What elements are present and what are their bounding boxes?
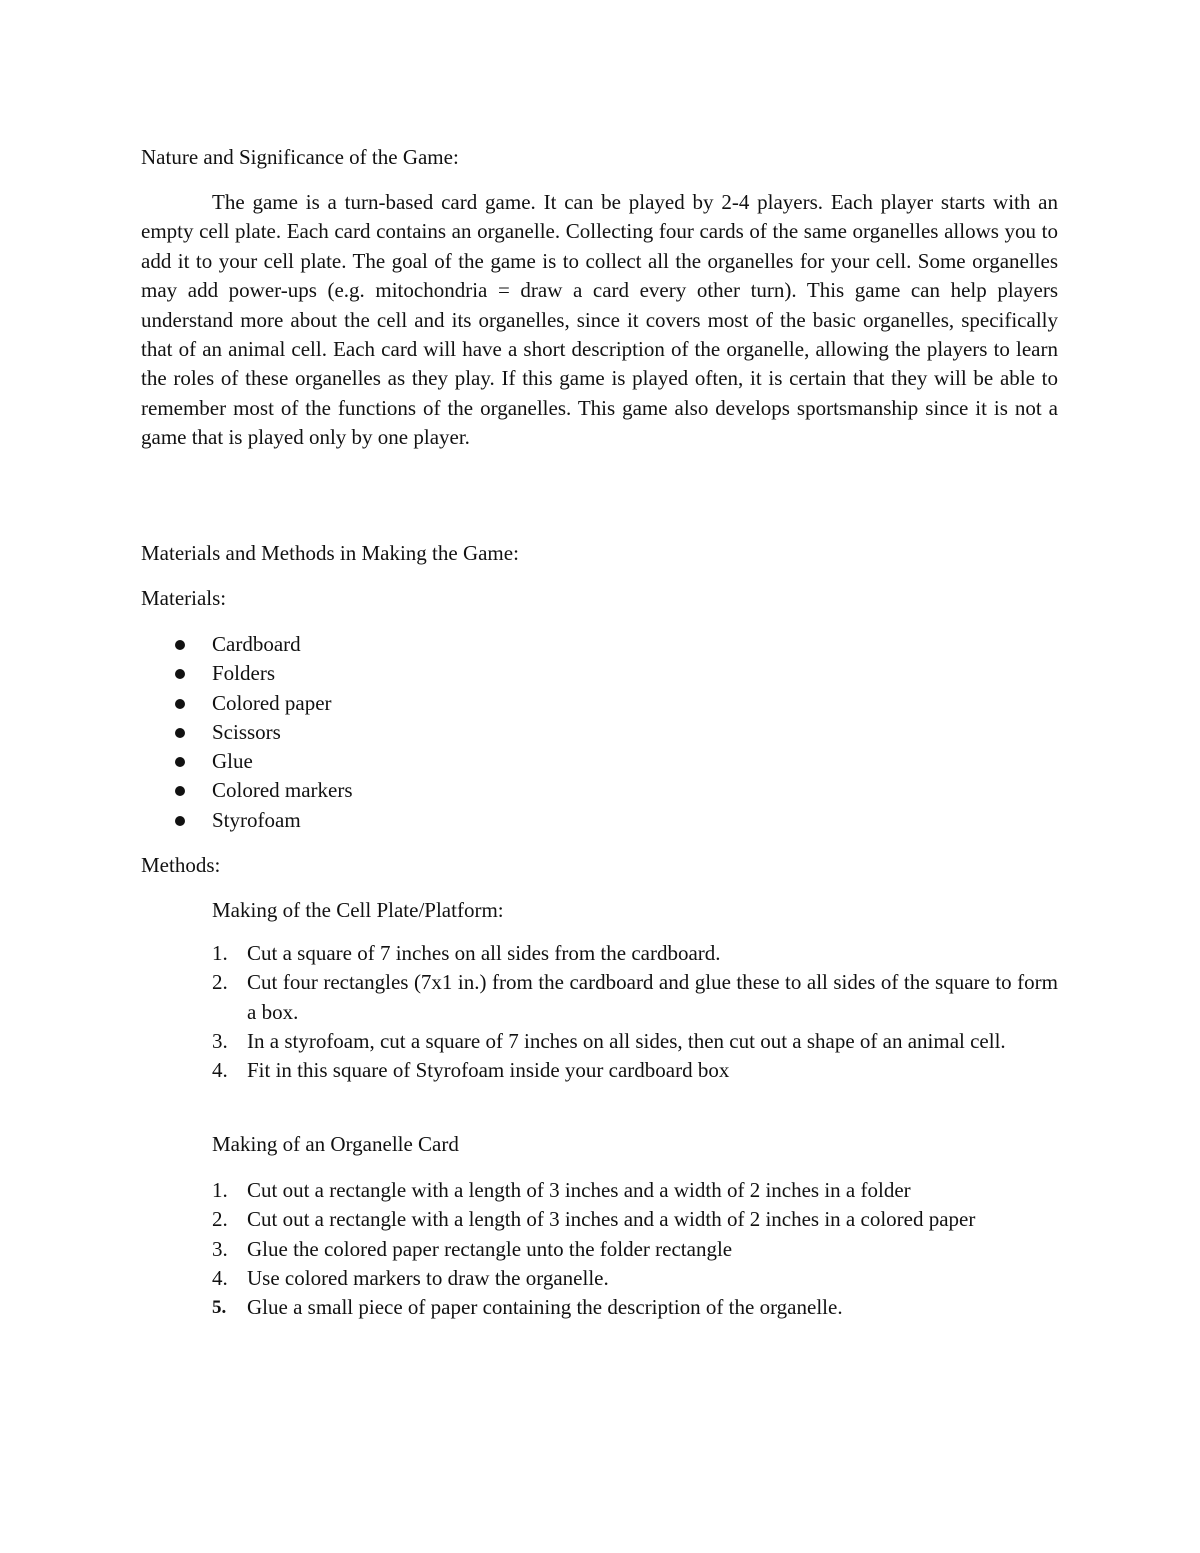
- bullet-icon: [175, 728, 185, 738]
- step-number: 3.: [212, 1028, 228, 1053]
- list-item: [212, 939, 1058, 968]
- list-item: [212, 1264, 1058, 1293]
- step-text: Glue the colored paper rectangle unto the folder rectangle: [247, 1236, 733, 1261]
- cell-plate-title: Making of the Cell Plate/Platform:: [212, 898, 504, 922]
- material-label: Colored paper: [212, 690, 332, 715]
- material-label: Styrofoam: [212, 807, 301, 832]
- methods-label: Methods:: [141, 853, 221, 877]
- organelle-card-steps: [212, 1176, 1058, 1322]
- materials-label: Materials:: [141, 586, 227, 610]
- step-number: 2.: [212, 970, 228, 995]
- material-label: Folders: [212, 661, 275, 686]
- list-item: [212, 968, 1058, 1027]
- materials-methods-heading: Materials and Methods in Making the Game:: [141, 541, 519, 565]
- bullet-icon: [175, 757, 185, 767]
- material-label: Colored markers: [212, 778, 353, 803]
- list-item: [141, 718, 353, 747]
- nature-paragraph: The game is a turn-based card game. It can be played by 2-4 players. Each player starts with an empty cell plate. Each card contains an organelle. Collecting four cards of the same organelles allows you to add it to your cell plate. The goal of the game is to collect all the organelles for your cell. Some organelles may add power-ups (e.g. mitochondria = draw a card every other turn). This game can help players understand more about the cell and its organelles, since it covers most of the basic organelles, specifically that of an animal cell. Each card will have a short description of the organelle, allowing the players to learn the roles of these organelles as they play. If this game is played often, it is certain that they will be able to remember most of the functions of the organelles. This game also develops sportsmanship since it is not a game that is played only by one player.: [141, 190, 1058, 450]
- step-text: Use colored markers to draw the organelle.: [247, 1265, 609, 1290]
- list-item: [212, 1235, 1058, 1264]
- list-item: [141, 747, 353, 776]
- list-item: [141, 630, 353, 659]
- list-item: [141, 776, 353, 805]
- material-label: Glue: [212, 749, 253, 774]
- step-text: In a styrofoam, cut a square of 7 inches on all sides, then cut out a shape of an animal cell.: [247, 1028, 1006, 1053]
- organelle-card-title: Making of an Organelle Card: [212, 1132, 459, 1156]
- step-text: Cut a square of 7 inches on all sides from the cardboard.: [247, 941, 721, 965]
- step-text: Cut out a rectangle with a length of 3 inches and a width of 2 inches in a folder: [247, 1178, 911, 1202]
- list-item: [212, 1293, 1058, 1322]
- step-number: 4.: [212, 1265, 228, 1290]
- list-item: [212, 1027, 1058, 1056]
- bullet-icon: [175, 786, 185, 796]
- step-number: 2.: [212, 1207, 228, 1232]
- list-item: [141, 659, 353, 688]
- step-text: Glue a small piece of paper containing the description of the organelle.: [247, 1295, 843, 1320]
- step-number: 5.: [212, 1297, 227, 1319]
- materials-list: [141, 630, 353, 835]
- material-label: Scissors: [212, 719, 281, 744]
- material-label: Cardboard: [212, 632, 301, 656]
- list-item: [141, 806, 353, 835]
- list-item: [212, 1205, 1058, 1234]
- step-text: Cut out a rectangle with a length of 3 inches and a width of 2 inches in a colored paper: [247, 1207, 976, 1232]
- bullet-icon: [175, 669, 185, 679]
- step-number: 4.: [212, 1058, 228, 1083]
- step-number: 1.: [212, 1178, 228, 1202]
- step-text: Cut four rectangles (7x1 in.) from the cardboard and glue these to all sides of the square to form a box.: [247, 970, 1058, 1024]
- cell-plate-steps: [212, 939, 1058, 1085]
- step-number: 1.: [212, 941, 228, 965]
- bullet-icon: [175, 699, 185, 709]
- step-text: Fit in this square of Styrofoam inside your cardboard box: [247, 1058, 730, 1083]
- bullet-icon: [175, 640, 185, 650]
- nature-heading: Nature and Significance of the Game:: [141, 145, 459, 169]
- list-item: [212, 1056, 1058, 1085]
- bullet-icon: [175, 816, 185, 826]
- step-number: 3.: [212, 1236, 228, 1261]
- list-item: [141, 689, 353, 718]
- list-item: [212, 1176, 1058, 1205]
